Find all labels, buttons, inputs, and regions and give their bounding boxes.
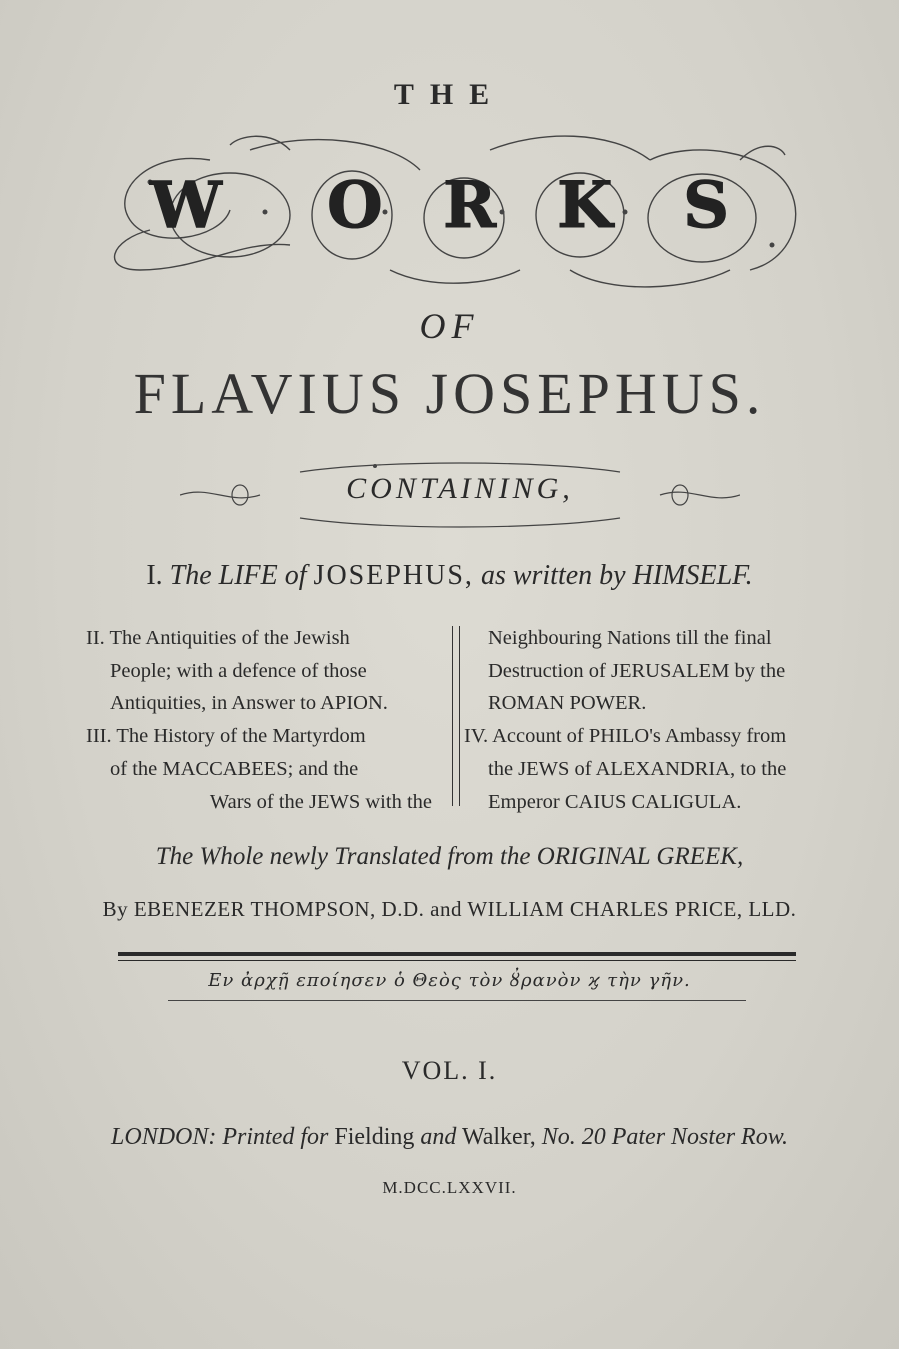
- works-letter-k: K: [557, 168, 613, 243]
- imprint-fielding: Fielding: [334, 1124, 415, 1150]
- imprint-line: [0, 1124, 899, 1151]
- works-letter-s: S: [683, 168, 730, 243]
- works-letter-o: O: [327, 168, 383, 243]
- works-letter-r: R: [443, 168, 497, 243]
- left-column-line: Wars of the JEWS with the: [209, 790, 432, 813]
- left-column-line: of the MACCABEES; and the: [110, 757, 359, 780]
- right-column-line: ROMAN POWER.: [488, 692, 647, 715]
- imprint-london: LONDON:: [111, 1124, 217, 1150]
- left-column-line: III. The History of the Martyrdom: [86, 725, 366, 748]
- publication-date: M.DCC.LXXVII.: [382, 1178, 517, 1197]
- author-name: FLAVIUS JOSEPHUS.: [133, 361, 766, 426]
- thick-rule: [118, 952, 796, 956]
- contents-left-column: [86, 622, 432, 818]
- right-column-line: the JEWS of ALEXANDRIA, to the: [488, 757, 787, 780]
- right-column-line: Destruction of JERUSALEM by the: [488, 659, 786, 682]
- translators-line: By EBENEZER THOMPSON, D.D. and WILLIAM CHARLES PRICE, LLD.: [102, 897, 797, 921]
- imprint-and: and: [420, 1124, 457, 1150]
- item-one-himself: HIMSELF.: [632, 560, 753, 591]
- translation-note: The Whole newly Translated from the ORIGINAL GREEK,: [155, 843, 744, 870]
- heading-of: OF: [419, 306, 480, 346]
- item-one-of: of: [284, 560, 307, 591]
- column-divider: [452, 626, 460, 806]
- works-word: [0, 168, 899, 268]
- imprint-walker: Walker,: [461, 1124, 536, 1150]
- item-one-numeral: I.: [146, 560, 163, 591]
- containing-label: CONTAINING,: [346, 472, 574, 505]
- containing-banner: [180, 460, 740, 530]
- volume-number: VOL. I.: [401, 1056, 498, 1085]
- works-letter-w: W: [150, 168, 222, 243]
- left-column-line: Antiquities, in Answer to APION.: [110, 692, 388, 715]
- heading-the: THE: [393, 78, 506, 111]
- left-column-line: II. The Antiquities of the Jewish: [86, 627, 350, 649]
- imprint-printed-for: Printed for: [222, 1124, 329, 1150]
- contents-right-column: [464, 622, 826, 818]
- item-one-the: The: [169, 560, 212, 591]
- thin-rule: [118, 960, 796, 961]
- right-column-line: IV. Account of PHILO's Ambassy from: [464, 725, 787, 748]
- right-column-line: Neighbouring Nations till the final: [488, 627, 772, 649]
- left-column-line: People; with a defence of those: [110, 659, 367, 682]
- item-one-life: LIFE: [218, 560, 278, 591]
- greek-epigraph: Εν ἀρχῇ εποίησεν ὁ Θεὸς τὸν ȣ̓ρανὸν ϗ τὴν γῆν.: [208, 970, 691, 991]
- item-one-as-written-by: as written by: [480, 560, 626, 591]
- imprint-address: No. 20 Pater Noster Row.: [541, 1124, 788, 1150]
- contents-item-one: [0, 560, 899, 592]
- right-column-line: Emperor CAIUS CALIGULA.: [488, 790, 742, 813]
- item-one-josephus: JOSEPHUS,: [313, 560, 474, 591]
- epigraph-rule: [168, 1000, 746, 1001]
